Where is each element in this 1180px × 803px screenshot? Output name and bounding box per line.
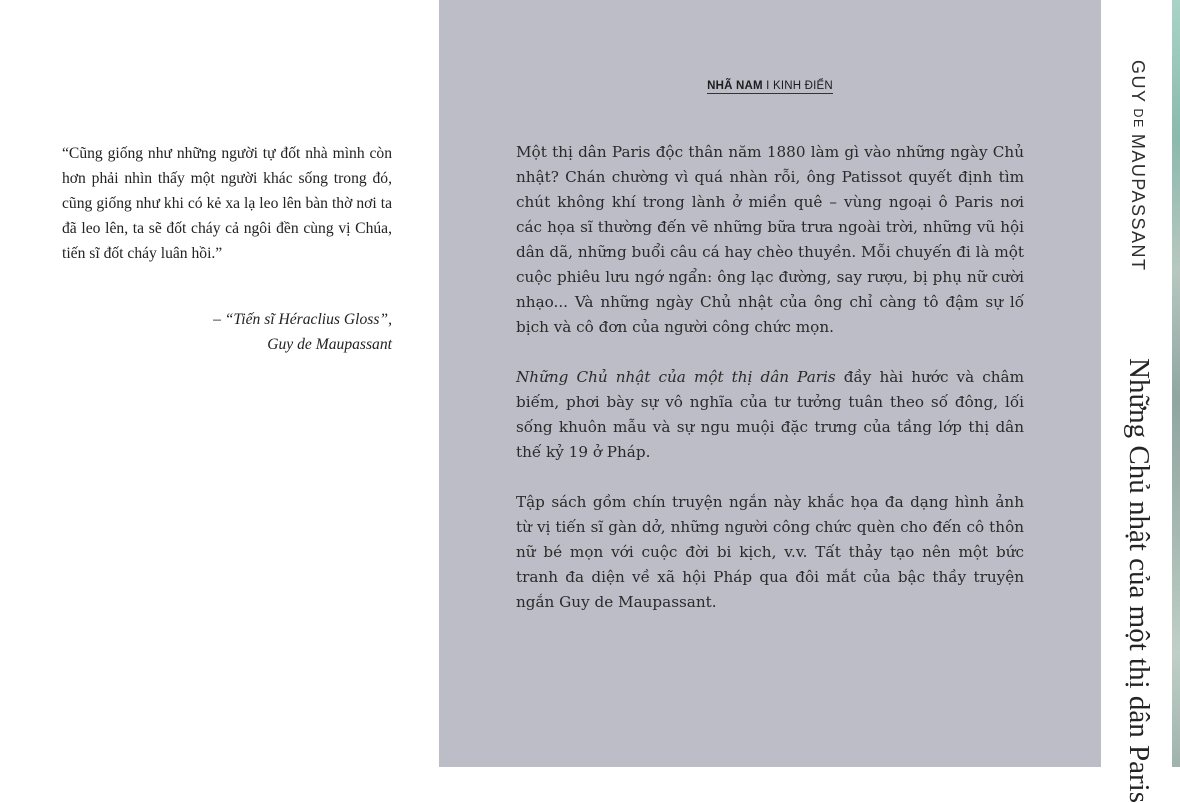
publisher-imprint [439,80,1101,92]
imprint-separator: I [762,80,773,92]
blurb-paragraph-2-text: đầy hài hước và châm biếm, phơi bày sự vô nghĩa của tư tưởng tuân theo số đông, lối sống khuôn mẫu và sự ngu muội đặc trưng của tầng lớp thị dân thế kỷ 19 ở Pháp. [516,368,1024,461]
spine-author-first: GUY [1128,60,1148,104]
front-cover-edge [1172,0,1180,767]
spine-author-last: MAUPASSANT [1128,133,1148,272]
quote-attribution [62,307,392,357]
epigraph-quote: “Cũng giống như những người tự đốt nhà mình còn hơn phải nhìn thấy một người khác sống trong đó, cũng giống như khi có kẻ xa lạ leo lên bàn thờ nơi ta đã leo lên, ta sẽ đốt cháy cả ngôi đền cùng vị Chúa, tiến sĩ đốt cháy luân hồi.” [62,145,392,262]
imprint-brand: NHÃ NAM [707,80,763,92]
blurb-paragraph-2 [516,365,1024,465]
attribution-source: – “Tiến sĩ Héraclius Gloss”, [213,311,392,328]
blurb-paragraph-1: Một thị dân Paris độc thân năm 1880 làm gì vào những ngày Chủ nhật? Chán chường vì quá nhàn rỗi, ông Patissot quyết định tìm chút không khí trong lành ở miền quê – vùng ngoại ô Paris nơi các họa sĩ thường đến vẽ những bữa trưa ngoài trời, những vũ hội dân dã, những buổi câu cá hay chèo thuyền. Mỗi chuyến đi là một cuộc phiêu lưu ngớ ngẩn: ông lạc đường, say rượu, bị phụ nữ cười nhạo... Và những ngày Chủ nhật của ông chỉ càng tô đậm sự lố bịch và cô đơn của người công chức mọn. [516,143,1024,336]
spine-author-particle: DE [1131,103,1145,134]
back-cover-blurb [516,140,1024,640]
front-flap [0,0,439,767]
imprint-underline [707,80,833,94]
attribution-author: Guy de Maupassant [267,336,392,353]
blurb-paragraph-3: Tập sách gồm chín truyện ngắn này khắc họa đa dạng hình ảnh từ vị tiến sĩ gàn dở, những người công chức quèn cho đến cô thôn nữ bé mọn với cuộc đời bi kịch, v.v. Tất thảy tạo nên một bức tranh đa diện về xã hội Pháp qua đôi mắt của bậc thầy truyện ngắn Guy de Maupassant. [516,493,1024,611]
back-cover [439,0,1101,767]
spine-title: Những Chủ nhật của một thị dân Paris [1123,358,1155,803]
book-title-italic: Những Chủ nhật của một thị dân Paris [516,368,836,386]
spine-author [1127,60,1148,272]
imprint-series: KINH ĐIỂN [772,80,833,92]
